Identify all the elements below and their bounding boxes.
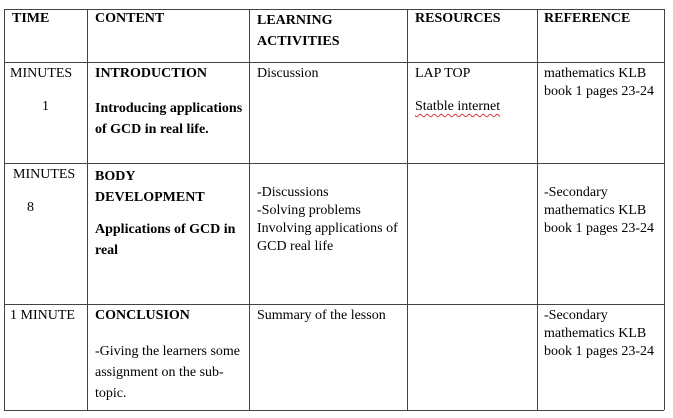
table-border-left bbox=[4, 9, 5, 410]
row-time-label: MINUTES bbox=[10, 66, 73, 81]
row-detail-line: -Giving the learners some bbox=[95, 344, 241, 359]
row-detail-line: Introducing applications bbox=[95, 101, 243, 116]
header-learning-activities bbox=[257, 10, 339, 52]
row-detail bbox=[95, 341, 240, 404]
row-activity bbox=[257, 184, 398, 256]
header-time: TIME bbox=[12, 11, 50, 26]
row-detail-line: real bbox=[95, 243, 119, 258]
row-title: CONCLUSION bbox=[95, 308, 190, 323]
row-detail-line: assignment on the sub- bbox=[95, 365, 224, 380]
row-reference-line: -Secondary bbox=[544, 185, 608, 200]
row-reference-line: book 1 pages 23-24 bbox=[544, 221, 655, 236]
row-activity: Summary of the lesson bbox=[257, 308, 386, 323]
row-title-line: BODY bbox=[95, 169, 136, 184]
row-reference-line: book 1 pages 23-24 bbox=[544, 84, 655, 99]
row-divider bbox=[4, 62, 664, 63]
row-reference bbox=[544, 184, 654, 238]
column-divider bbox=[87, 9, 88, 410]
header-activities-line: ACTIVITIES bbox=[257, 34, 340, 49]
row-reference bbox=[544, 65, 654, 101]
row-reference-line: mathematics KLB bbox=[544, 326, 647, 341]
row-activity-line: Involving applications of bbox=[257, 221, 398, 236]
row-reference-line: -Secondary bbox=[544, 308, 608, 323]
row-title-line: DEVELOPMENT bbox=[95, 190, 205, 205]
row-activity: Discussion bbox=[257, 66, 319, 81]
column-divider bbox=[537, 9, 538, 410]
column-divider bbox=[407, 9, 408, 410]
row-activity-line: -Solving problems bbox=[257, 203, 361, 218]
row-detail-line: of GCD in real life. bbox=[95, 122, 209, 137]
header-content: CONTENT bbox=[95, 11, 165, 26]
row-detail bbox=[95, 219, 235, 261]
row-divider bbox=[4, 304, 664, 305]
row-detail-line: topic. bbox=[95, 386, 127, 401]
row-time-label: 1 MINUTE bbox=[10, 308, 75, 323]
row-title: INTRODUCTION bbox=[95, 66, 208, 81]
row-time-value: 1 bbox=[42, 99, 49, 114]
header-reference: REFERENCE bbox=[544, 11, 631, 26]
row-time-value: 8 bbox=[27, 200, 34, 215]
row-resource bbox=[415, 98, 500, 116]
row-detail-line: Applications of GCD in bbox=[95, 222, 236, 237]
row-title bbox=[95, 166, 205, 208]
row-activity-line: -Discussions bbox=[257, 185, 329, 200]
header-resources: RESOURCES bbox=[415, 11, 501, 26]
spellcheck-underlined-text: Statble internet bbox=[415, 99, 501, 114]
row-reference bbox=[544, 307, 654, 361]
row-reference-line: mathematics KLB bbox=[544, 66, 647, 81]
column-divider bbox=[249, 9, 250, 410]
header-activities-line: LEARNING bbox=[257, 13, 333, 28]
row-reference-line: mathematics KLB bbox=[544, 203, 647, 218]
table-border-bottom bbox=[4, 410, 664, 411]
row-activity-line: GCD real life bbox=[257, 239, 334, 254]
row-reference-line: book 1 pages 23-24 bbox=[544, 344, 655, 359]
row-divider bbox=[4, 163, 664, 164]
table-border-right bbox=[664, 9, 665, 410]
row-detail bbox=[95, 98, 242, 140]
row-time-label: MINUTES bbox=[13, 167, 76, 182]
row-resource: LAP TOP bbox=[415, 66, 471, 81]
